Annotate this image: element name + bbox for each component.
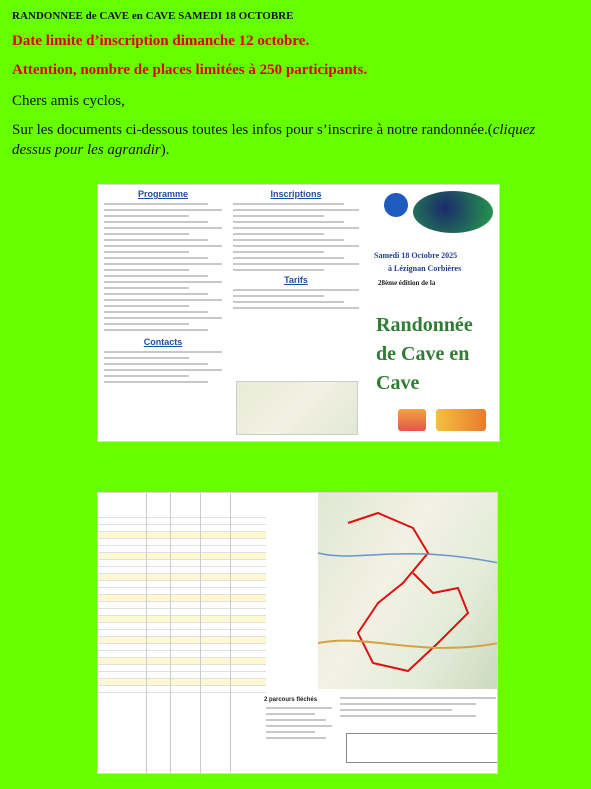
contacts-heading: Contacts (143, 337, 183, 347)
greeting-text: Chers amis cyclos, (12, 93, 125, 109)
info-text: Sur les documents ci-dessous toutes les infos pour s’inscrire à notre randonnée. (12, 122, 488, 138)
event-edition: 28ème édition de la (378, 279, 436, 287)
route-map-svg (318, 493, 498, 689)
info-paragraph: Sur les documents ci-dessous toutes les infos pour s’inscrire à notre randonnée.(cliquez dessus pour les agrandir). (12, 122, 536, 158)
ffvelo-logo (384, 193, 408, 217)
route-document-image[interactable] (97, 492, 498, 774)
programme-heading: Programme (137, 189, 189, 199)
route-info-block (264, 693, 334, 743)
route-map (318, 493, 498, 689)
region-logo (398, 409, 426, 431)
parcours-heading: 2 parcours fléchés (264, 697, 318, 703)
event-date: Samedi 18 Octobre 2025 (374, 251, 458, 260)
town-logo (436, 409, 486, 431)
page-heading: RANDONNEE de CAVE en CAVE SAMEDI 18 OCTOBRE (12, 10, 294, 22)
route-table (98, 493, 266, 773)
event-title: Randonnée de Cave en Cave (376, 314, 473, 394)
river (318, 553, 498, 563)
flyer-route-map (236, 381, 358, 435)
bank-details-grid (346, 733, 498, 763)
deadline-alert: Date limite d’inscription dimanche 12 octobre. (12, 33, 310, 49)
capacity-alert: Attention, nombre de places limitées à 250 participants. (12, 62, 368, 78)
club-info-block (338, 693, 498, 721)
info-italic-text: cliquez dessus pour les agrandir (12, 122, 536, 158)
event-city: à Lézignan Corbières (388, 264, 462, 273)
inscriptions-heading: Inscriptions (270, 189, 322, 199)
flyer-programme-column (102, 185, 224, 441)
road (318, 641, 498, 648)
flyer-document-image[interactable] (97, 184, 500, 442)
club-logo (413, 191, 493, 233)
tarifs-heading: Tarifs (284, 275, 308, 285)
